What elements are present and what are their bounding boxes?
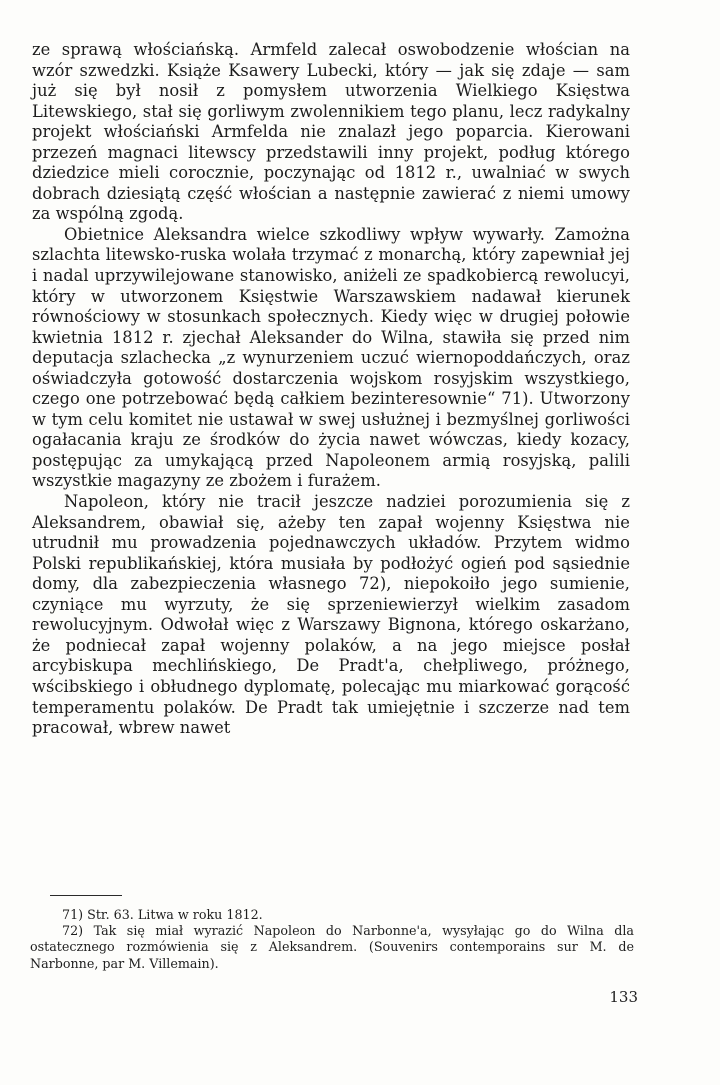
- paragraph-3: Napoleon, który nie tracił jeszcze nadziei porozumienia się z Aleksandrem, obawiał się, ażeby ten zapał wojenny Księstwa nie utrudnił mu prowadzenia pojednawczych układów. Przytem widmo Polski republikańskiej, która musiała by podłożyć ogień pod sąsiednie domy, dla zabezpieczenia własnego 72), niepokoiło jego sumienie, czyniące mu wyrzuty, że się sprzeniewierzył wielkim zasadom rewolucyjnym. Odwołał więc z Warszawy Bignona, którego oskarżano, że podniecał zapał wojenny polaków, a na jego miejsce posłał arcybiskupa mechlińskiego, De Pradt'a, chełpliwego, próżnego, wścibskiego i obłudnego dyplomatę, polecając mu miarkować gorącość temperamentu polaków. De Pradt tak umiejętnie i szczerze nad tem pracował, wbrew nawet: [32, 492, 630, 738]
- page-number: 133: [609, 988, 638, 1006]
- footnote-separator: [50, 895, 122, 896]
- paragraph-2: Obietnice Aleksandra wielce szkodliwy wpływ wywarły. Zamożna szlachta litewsko-ruska wolała trzymać z monarchą, który zapewniał jej i nadal uprzywilejowane stanowisko, aniżeli ze spadkobiercą rewolucyi, który w utworzonem Księstwie Warszawskiem nadawał kierunek równościowy w stosunkach społecznych. Kiedy więc w drugiej połowie kwietnia 1812 r. zjechał Aleksander do Wilna, stawiła się przed nim deputacja szlachecka „z wynurzeniem uczuć wiernopoddańczych, oraz oświadczyła gotowość dostarczenia wojskom rosyjskim wszystkiego, czego one potrzebować będą całkiem bezinteresownie“ 71). Utworzony w tym celu komitet nie ustawał w swej usłużnej i bezmyślnej gorliwości ogałacania kraju ze środków do życia nawet wówczas, kiedy kozacy, postępując za umykającą przed Napoleonem armią rosyjską, palili wszystkie magazyny ze zbożem i furażem.: [32, 224, 630, 491]
- footnote-72: 72) Tak się miał wyrazić Napoleon do Narbonne'a, wysyłając go do Wilna dla ostatecznego rozmówienia się z Aleksandrem. (Souvenirs contemporains sur M. de Narbonne, par M. Villemain).: [30, 923, 634, 971]
- paragraph-1: ze sprawą włościańską. Armfeld zalecał oswobodzenie włościan na wzór szwedzki. Książe Ksawery Lubecki, który — jak się zdaje — sam już się był nosił z pomysłem utworzenia Wielkiego Księstwa Litewskiego, stał się gorliwym zwolennikiem tego planu, lecz radykalny projekt włościański Armfelda nie znalazł jego poparcia. Kierowani przezeń magnaci litewscy przedstawili inny projekt, podług którego dziedzice mieli corocznie, poczynając od 1812 r., uwalniać w swych dobrach dziesiątą część włościan a następnie zawierać z niemi umowy za wspólną zgodą.: [32, 40, 630, 224]
- footnotes: [30, 907, 634, 972]
- body-text: [32, 40, 630, 739]
- footnote-71: 71) Str. 63. Litwa w roku 1812.: [62, 907, 263, 922]
